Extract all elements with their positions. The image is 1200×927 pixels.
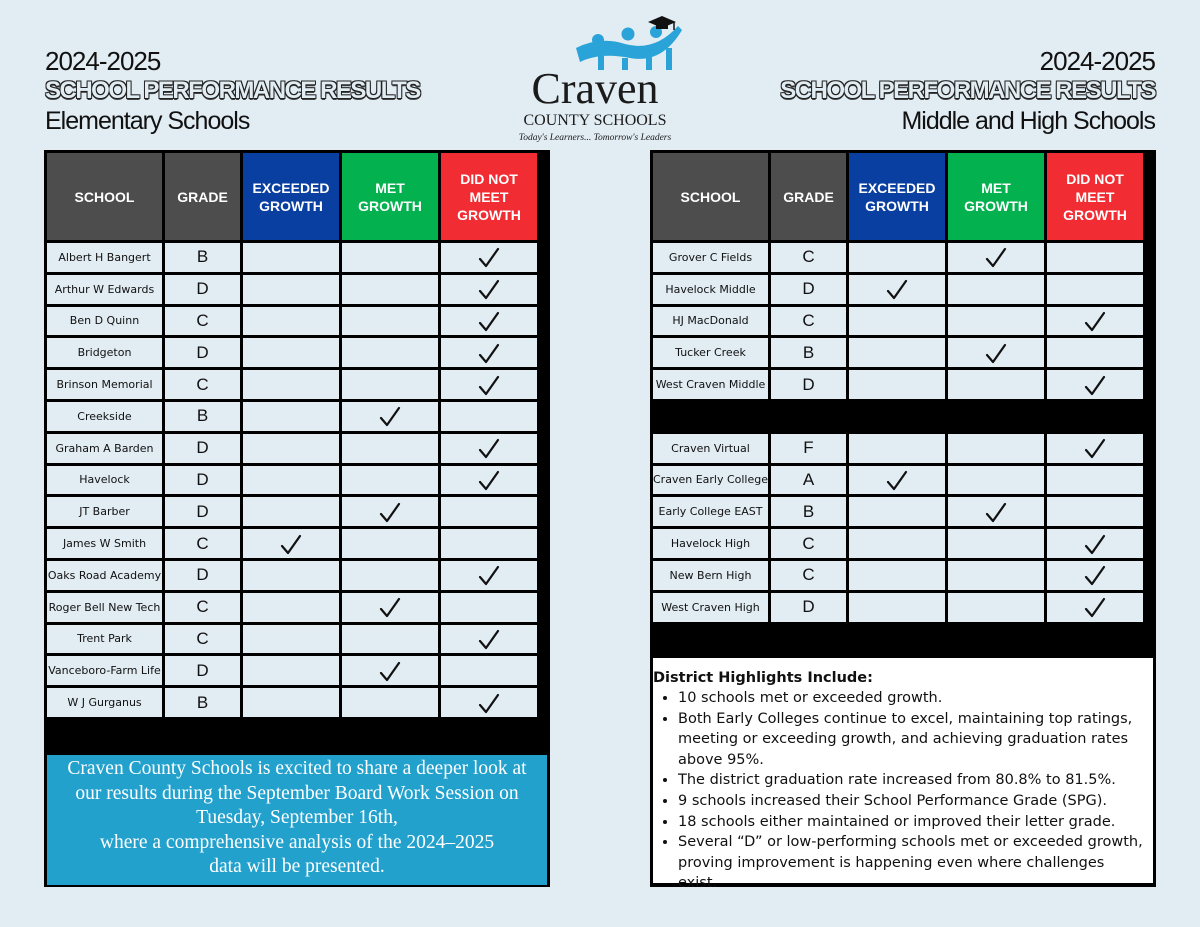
checkmark-icon — [985, 247, 1007, 269]
exceeded-growth-cell — [849, 593, 945, 622]
met-growth-cell — [948, 434, 1044, 463]
table-row — [653, 307, 1143, 336]
met-growth-cell — [948, 466, 1044, 495]
school-name: Trent Park — [47, 625, 162, 654]
did-not-meet-growth-cell — [441, 402, 537, 431]
met-growth-cell — [948, 593, 1044, 622]
exceeded-growth-cell — [243, 243, 339, 272]
did-not-meet-growth-cell — [441, 625, 537, 654]
notice-line: our results during the September Board Work Session on — [75, 782, 519, 804]
checkmark-icon — [1084, 375, 1106, 397]
school-name: Bridgeton — [47, 338, 162, 367]
checkmark-icon — [478, 629, 500, 651]
notice-line: Tuesday, September 16th, — [196, 807, 398, 828]
district-highlights — [653, 658, 1153, 892]
exceeded-growth-cell — [849, 529, 945, 558]
school-name: Brinson Memorial — [47, 370, 162, 399]
met-growth-cell — [342, 338, 438, 367]
secondary-table — [650, 150, 1146, 625]
divider-cell — [653, 402, 1143, 431]
school-name: Havelock — [47, 466, 162, 495]
met-growth-cell — [948, 275, 1044, 304]
school-grade: A — [771, 466, 846, 495]
school-name: Havelock Middle — [653, 275, 768, 304]
col-met-growth: MET GROWTH — [342, 153, 438, 240]
table-row — [47, 243, 537, 272]
logo-tagline: Today's Learners... Tomorrow's Leaders — [518, 133, 672, 143]
table-row — [47, 275, 537, 304]
did-not-meet-growth-cell — [441, 497, 537, 526]
school-grade: F — [771, 434, 846, 463]
checkmark-icon — [1084, 311, 1106, 333]
met-growth-cell — [342, 243, 438, 272]
exceeded-growth-cell — [243, 593, 339, 622]
highlight-item: • Both Early Colleges continue to excel, maintaining top ratings, meeting or exceeding growth, and achieving graduation rates above 95%. — [678, 709, 1145, 771]
table-row — [653, 561, 1143, 590]
col-grade: GRADE — [771, 153, 846, 240]
elementary-panel — [44, 150, 550, 887]
met-growth-cell — [948, 370, 1044, 399]
table-row — [653, 370, 1143, 399]
checkmark-icon — [886, 470, 908, 492]
school-name: West Craven Middle — [653, 370, 768, 399]
school-name: Tucker Creek — [653, 338, 768, 367]
exceeded-growth-cell — [243, 307, 339, 336]
logo-subtitle: COUNTY SCHOOLS — [523, 112, 667, 129]
checkmark-icon — [1084, 438, 1106, 460]
school-name: Early College EAST — [653, 497, 768, 526]
checkmark-icon — [379, 406, 401, 428]
school-grade: C — [771, 561, 846, 590]
met-growth-cell — [342, 688, 438, 717]
table-row — [47, 497, 537, 526]
school-grade: D — [771, 593, 846, 622]
school-name: Creekside — [47, 402, 162, 431]
exceeded-growth-cell — [849, 275, 945, 304]
logo-name: Craven — [531, 64, 659, 113]
checkmark-icon — [1084, 534, 1106, 556]
table-row — [653, 529, 1143, 558]
exceeded-growth-cell — [243, 402, 339, 431]
school-grade: B — [165, 688, 240, 717]
met-growth-cell — [948, 529, 1044, 558]
checkmark-icon — [478, 470, 500, 492]
header-title: SCHOOL PERFORMANCE RESULTS — [45, 77, 420, 104]
table-row — [653, 338, 1143, 367]
col-exceeded-growth: EXCEEDED GROWTH — [243, 153, 339, 240]
school-grade: C — [165, 593, 240, 622]
school-name: Havelock High — [653, 529, 768, 558]
met-growth-cell — [342, 275, 438, 304]
table-row — [47, 688, 537, 717]
school-name: Roger Bell New Tech — [47, 593, 162, 622]
school-grade: D — [165, 275, 240, 304]
did-not-meet-growth-cell — [1047, 434, 1143, 463]
exceeded-growth-cell — [849, 561, 945, 590]
exceeded-growth-cell — [849, 466, 945, 495]
table-row — [653, 593, 1143, 622]
school-grade: C — [771, 529, 846, 558]
notice-line: data will be presented. — [209, 856, 385, 877]
table-row — [47, 402, 537, 431]
col-met-growth: MET GROWTH — [948, 153, 1044, 240]
exceeded-growth-cell — [849, 497, 945, 526]
table-row — [47, 307, 537, 336]
met-growth-cell — [342, 656, 438, 685]
notice-line: Craven County Schools is excited to share a deeper look at — [67, 758, 527, 779]
exceeded-growth-cell — [243, 625, 339, 654]
school-name: Grover C Fields — [653, 243, 768, 272]
exceeded-growth-cell — [243, 656, 339, 685]
did-not-meet-growth-cell — [1047, 529, 1143, 558]
met-growth-cell — [342, 497, 438, 526]
col-did-not-meet-growth: DID NOT MEET GROWTH — [1047, 153, 1143, 240]
did-not-meet-growth-cell — [441, 307, 537, 336]
did-not-meet-growth-cell — [1047, 497, 1143, 526]
school-grade: D — [165, 561, 240, 590]
school-grade: C — [165, 307, 240, 336]
met-growth-cell — [948, 497, 1044, 526]
met-growth-cell — [342, 529, 438, 558]
checkmark-icon — [478, 375, 500, 397]
checkmark-icon — [886, 279, 908, 301]
school-name: Ben D Quinn — [47, 307, 162, 336]
school-name: Arthur W Edwards — [47, 275, 162, 304]
did-not-meet-growth-cell — [1047, 466, 1143, 495]
table-row — [653, 497, 1143, 526]
did-not-meet-growth-cell — [1047, 561, 1143, 590]
did-not-meet-growth-cell — [1047, 338, 1143, 367]
district-logo — [500, 12, 690, 143]
met-growth-cell — [342, 402, 438, 431]
highlight-item: • 18 schools either maintained or improved their letter grade. — [678, 812, 1145, 833]
met-growth-cell — [342, 561, 438, 590]
school-grade: C — [165, 529, 240, 558]
did-not-meet-growth-cell — [441, 561, 537, 590]
table-row — [47, 561, 537, 590]
school-grade: C — [771, 243, 846, 272]
checkmark-icon — [1084, 565, 1106, 587]
exceeded-growth-cell — [243, 275, 339, 304]
exceeded-growth-cell — [849, 434, 945, 463]
notice-line: where a comprehensive analysis of the 2024–2025 — [99, 831, 495, 853]
col-exceeded-growth: EXCEEDED GROWTH — [849, 153, 945, 240]
checkmark-icon — [985, 343, 1007, 365]
highlight-item: • Several “D” or low-performing schools met or exceeded growth, proving improvement is happening even where challenges exist. — [678, 832, 1145, 894]
school-name: HJ MacDonald — [653, 307, 768, 336]
table-row — [47, 338, 537, 367]
school-name: W J Gurganus — [47, 688, 162, 717]
header-level: Elementary Schools — [45, 107, 250, 135]
school-name: Craven Virtual — [653, 434, 768, 463]
did-not-meet-growth-cell — [441, 338, 537, 367]
did-not-meet-growth-cell — [441, 529, 537, 558]
col-did-not-meet-growth: DID NOT MEET GROWTH — [441, 153, 537, 240]
highlight-item: • 9 schools increased their School Performance Grade (SPG). — [678, 791, 1145, 812]
met-growth-cell — [948, 561, 1044, 590]
table-row — [47, 466, 537, 495]
highlight-item: • 10 schools met or exceeded growth. — [678, 688, 1145, 709]
did-not-meet-growth-cell — [441, 466, 537, 495]
exceeded-growth-cell — [243, 434, 339, 463]
secondary-header — [735, 46, 1155, 136]
exceeded-growth-cell — [243, 466, 339, 495]
checkmark-icon — [478, 247, 500, 269]
exceeded-growth-cell — [243, 561, 339, 590]
school-grade: B — [771, 338, 846, 367]
school-name: New Bern High — [653, 561, 768, 590]
checkmark-icon — [478, 438, 500, 460]
school-grade: B — [165, 402, 240, 431]
checkmark-icon — [379, 502, 401, 524]
elementary-table — [44, 150, 540, 720]
school-grade: B — [165, 243, 240, 272]
elementary-header — [45, 46, 465, 136]
did-not-meet-growth-cell — [1047, 307, 1143, 336]
checkmark-icon — [985, 502, 1007, 524]
col-grade: GRADE — [165, 153, 240, 240]
table-row — [47, 593, 537, 622]
met-growth-cell — [948, 243, 1044, 272]
did-not-meet-growth-cell — [441, 370, 537, 399]
col-school: SCHOOL — [653, 153, 768, 240]
met-growth-cell — [342, 434, 438, 463]
school-grade: C — [771, 307, 846, 336]
highlight-item: • The district graduation rate increased from 80.8% to 81.5%. — [678, 770, 1145, 791]
header-year: 2024-2025 — [45, 46, 161, 76]
school-grade: D — [165, 338, 240, 367]
table-row — [47, 656, 537, 685]
met-growth-cell — [342, 307, 438, 336]
school-grade: B — [771, 497, 846, 526]
exceeded-growth-cell — [849, 243, 945, 272]
checkmark-icon — [478, 311, 500, 333]
school-name: James W Smith — [47, 529, 162, 558]
school-name: Vanceboro-Farm Life — [47, 656, 162, 685]
section-divider — [653, 402, 1143, 431]
table-row — [47, 434, 537, 463]
exceeded-growth-cell — [243, 688, 339, 717]
did-not-meet-growth-cell — [441, 434, 537, 463]
checkmark-icon — [379, 597, 401, 619]
school-grade: D — [165, 656, 240, 685]
checkmark-icon — [379, 661, 401, 683]
did-not-meet-growth-cell — [441, 593, 537, 622]
met-growth-cell — [948, 307, 1044, 336]
header-title: SCHOOL PERFORMANCE RESULTS — [780, 77, 1155, 104]
did-not-meet-growth-cell — [441, 688, 537, 717]
exceeded-growth-cell — [243, 497, 339, 526]
secondary-panel — [650, 150, 1156, 892]
did-not-meet-growth-cell — [441, 656, 537, 685]
table-row — [47, 625, 537, 654]
school-grade: C — [165, 625, 240, 654]
checkmark-icon — [1084, 597, 1106, 619]
exceeded-growth-cell — [849, 370, 945, 399]
school-grade: D — [165, 466, 240, 495]
table-row — [653, 466, 1143, 495]
col-school: SCHOOL — [47, 153, 162, 240]
school-name: Graham A Barden — [47, 434, 162, 463]
met-growth-cell — [342, 593, 438, 622]
highlights-list — [653, 688, 1145, 894]
did-not-meet-growth-cell — [441, 243, 537, 272]
school-grade: C — [165, 370, 240, 399]
did-not-meet-growth-cell — [1047, 275, 1143, 304]
board-session-notice — [47, 755, 547, 885]
met-growth-cell — [342, 625, 438, 654]
checkmark-icon — [478, 279, 500, 301]
table-row — [653, 434, 1143, 463]
people-bridge-graduation-cap-logo — [570, 12, 688, 72]
met-growth-cell — [948, 338, 1044, 367]
school-grade: D — [165, 434, 240, 463]
school-grade: D — [165, 497, 240, 526]
checkmark-icon — [478, 565, 500, 587]
table-row — [47, 370, 537, 399]
exceeded-growth-cell — [849, 338, 945, 367]
met-growth-cell — [342, 466, 438, 495]
checkmark-icon — [478, 693, 500, 715]
exceeded-growth-cell — [849, 307, 945, 336]
did-not-meet-growth-cell — [1047, 370, 1143, 399]
did-not-meet-growth-cell — [1047, 243, 1143, 272]
checkmark-icon — [280, 534, 302, 556]
exceeded-growth-cell — [243, 529, 339, 558]
exceeded-growth-cell — [243, 338, 339, 367]
did-not-meet-growth-cell — [441, 275, 537, 304]
school-name: Craven Early College — [653, 466, 768, 495]
school-name: Albert H Bangert — [47, 243, 162, 272]
school-name: Oaks Road Academy — [47, 561, 162, 590]
table-row — [47, 529, 537, 558]
header-year: 2024-2025 — [1039, 46, 1155, 76]
exceeded-growth-cell — [243, 370, 339, 399]
did-not-meet-growth-cell — [1047, 593, 1143, 622]
checkmark-icon — [478, 343, 500, 365]
school-name: JT Barber — [47, 497, 162, 526]
school-name: West Craven High — [653, 593, 768, 622]
highlights-title: District Highlights Include: — [653, 670, 873, 686]
table-row — [653, 243, 1143, 272]
school-grade: D — [771, 275, 846, 304]
table-row — [653, 275, 1143, 304]
header-level: Middle and High Schools — [901, 107, 1155, 135]
school-grade: D — [771, 370, 846, 399]
met-growth-cell — [342, 370, 438, 399]
